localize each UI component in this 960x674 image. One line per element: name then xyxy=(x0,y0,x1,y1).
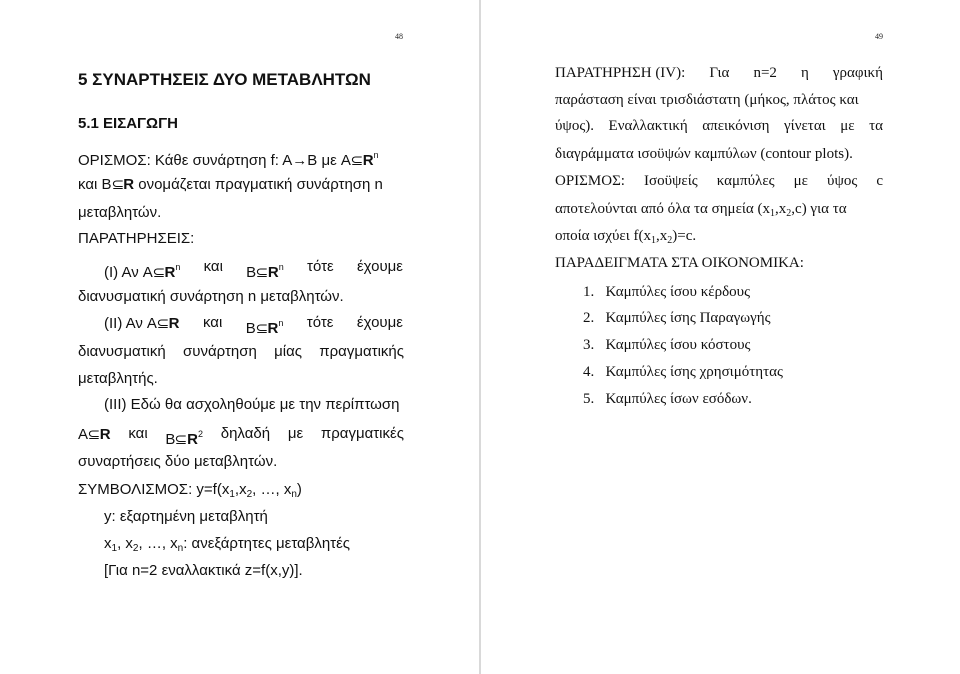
example-item xyxy=(583,283,750,301)
definition-text: B με A xyxy=(307,152,351,169)
remark-2-line-1: (ΙΙ) Αν A⊆R και $B⊆R^n$ τότε έχουμε xyxy=(104,314,403,337)
alternative-notation-line: [Για n=2 εναλλακτικά z=f(x,y)]. xyxy=(104,562,303,579)
subset-symbol: ⊆ xyxy=(152,264,166,280)
definition-term: ΟΡΙΣΜΟΣ xyxy=(78,152,147,169)
superscript: n xyxy=(373,150,379,160)
remark-3-line-3: συναρτήσεις δύο μεταβλητών. xyxy=(78,453,278,470)
example-number: 2. xyxy=(583,310,595,326)
notation-term: ΣΥΜΒΟΛΙΣΜΟΣ xyxy=(78,481,189,498)
definition-line-3: μεταβλητών. xyxy=(78,204,162,221)
definition-text: και B xyxy=(78,176,112,193)
definition-line-2: αποτελούνται από όλα τα σημεία $(x_1,x_2,c)$ για τα xyxy=(555,201,847,219)
remark-term: ΠΑΡΑΤΗΡΗΣΗ (IV): xyxy=(555,65,686,81)
examples-title: ΠΑΡΑΔΕΙΓΜΑΤΑ ΣΤΑ ΟΙΚΟΝΟΜΙΚΑ: xyxy=(555,255,804,271)
definition-term: ΟΡΙΣΜΟΣ: xyxy=(555,173,625,189)
dependent-variable-line: y: εξαρτημένη μεταβλητή xyxy=(104,508,268,525)
independent-variables-line: $x_1$, $x_2$, …, $x_n$: ανεξάρτητες μεταβλητές xyxy=(104,535,351,554)
remark-label: (Ι) Αν xyxy=(104,264,139,281)
remark-1-line-1: (Ι) Αν $A⊆R^n$ και $B⊆R^n$ τότε έχουμε xyxy=(104,258,403,281)
arrow-symbol: → xyxy=(292,152,308,169)
chapter-heading: 5 ΣΥΝΑΡΤΗΣΕΙΣ ΔΥΟ ΜΕΤΑΒΛΗΤΩΝ xyxy=(78,70,371,89)
remark-4-line-1: ΠΑΡΑΤΗΡΗΣΗ (IV): Για n=2 η γραφική xyxy=(555,65,883,81)
remark-3-line-2: A⊆R και $B⊆R^2$ δηλαδή με πραγματικές xyxy=(78,425,404,448)
example-text: Καμπύλες ίσων εσόδων. xyxy=(605,391,752,407)
notation-line: ΣΥΜΒΟΛΙΣΜΟΣ: $y=f(x_1,x_2$, …, $x_n$) xyxy=(78,481,302,500)
subset-symbol: ⊆ xyxy=(156,315,170,331)
left-page xyxy=(0,0,479,674)
example-item xyxy=(583,363,783,381)
example-text: Καμπύλες ίσου κόστους xyxy=(605,337,751,353)
remark-label: (ΙΙ) Αν xyxy=(104,315,143,332)
remark-3-line-1: (ΙΙΙ) Εδώ θα ασχοληθούμε με την περίπτωση xyxy=(104,396,400,413)
example-item xyxy=(583,309,771,327)
example-text: Καμπύλες ίσου κέρδους xyxy=(605,284,751,300)
subset-symbol: ⊆ xyxy=(255,264,269,280)
remark-1-line-2: διανυσματική συνάρτηση n μεταβλητών. xyxy=(78,288,344,305)
remark-2-line-2: διανυσματική συνάρτηση μίας πραγματικής xyxy=(78,343,404,360)
example-number: 3. xyxy=(583,337,595,353)
subset-symbol: ⊆ xyxy=(350,152,364,168)
remark-4-line-4: διαγράμματα ισοϋψών καμπύλων (contour plots). xyxy=(555,146,853,162)
definition-line-1: ΟΡΙΣΜΟΣ: Ισοϋψείς καμπύλες με ύψος c xyxy=(555,173,883,189)
example-item xyxy=(583,390,752,408)
page-number: 49 xyxy=(875,32,883,41)
definition-line-3: οποία ισχύει $f(x_1,x_2)=c$. xyxy=(555,228,697,246)
example-item xyxy=(583,336,750,354)
remark-label: (ΙΙΙ) xyxy=(104,396,127,413)
subset-symbol: ⊆ xyxy=(255,320,269,336)
subset-symbol: ⊆ xyxy=(174,431,188,447)
right-page xyxy=(481,0,960,674)
definition-line-1: ΟΡΙΣΜΟΣ: Κάθε συνάρτηση f: A→B με $A⊆R^n$ xyxy=(78,150,379,169)
remark-4-line-2: παράσταση είναι τρισδιάστατη (μήκος, πλάτος και xyxy=(555,92,859,108)
subset-symbol: ⊆ xyxy=(87,426,101,442)
remarks-title: ΠΑΡΑΤΗΡΗΣΕΙΣ: xyxy=(78,230,195,247)
section-heading: 5.1 ΕΙΣΑΓΩΓΗ xyxy=(78,115,178,132)
reals-symbol: R xyxy=(362,152,374,169)
remark-4-line-3: ύψος). Εναλλακτική απεικόνιση γίνεται με τα xyxy=(555,118,883,134)
page-number: 48 xyxy=(395,32,403,41)
example-number: 1. xyxy=(583,284,595,300)
subset-symbol: ⊆ xyxy=(110,176,124,192)
example-text: Καμπύλες ίσης χρησιμότητας xyxy=(605,364,783,380)
example-number: 5. xyxy=(583,391,595,407)
example-text: Καμπύλες ίσης Παραγωγής xyxy=(605,310,771,326)
remark-2-line-3: μεταβλητής. xyxy=(78,370,158,387)
reals-symbol: R xyxy=(123,176,135,193)
example-number: 4. xyxy=(583,364,595,380)
definition-text: Κάθε συνάρτηση f: A xyxy=(154,152,293,169)
definition-line-2 xyxy=(78,175,383,194)
definition-text: ονομάζεται πραγματική συνάρτηση n xyxy=(138,176,383,193)
